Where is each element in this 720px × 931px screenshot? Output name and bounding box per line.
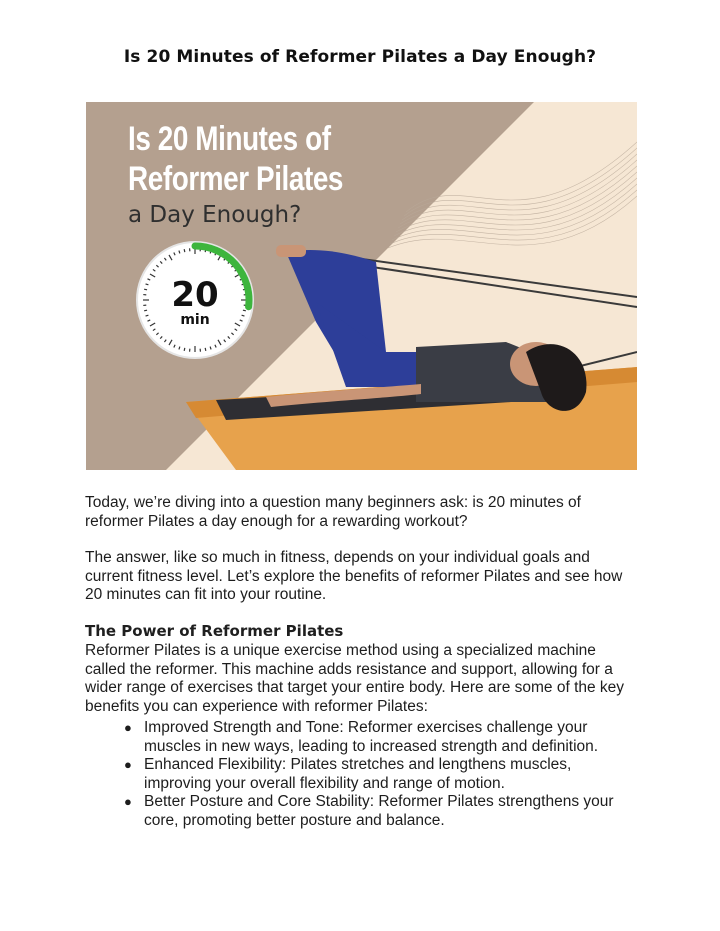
section-paragraph: Reformer Pilates is a unique exercise method using a specialized machine called the reformer. This machine adds resistance and support, allowing for a wider range of exercises that target your entire body. Here are some of the key benefits you can experience with reformer Pilates:: [85, 642, 625, 715]
hero-title-line-1: Is 20 Minutes of: [128, 120, 331, 158]
bullet-icon: ●: [124, 720, 132, 735]
benefit-text: Better Posture and Core Stability: Reformer Pilates strengthens your core, promoting better posture and balance.: [144, 793, 614, 829]
timer-tick: [184, 249, 185, 252]
timer-unit: min: [180, 312, 210, 328]
timer-number: 20: [171, 275, 219, 315]
intro-paragraph-2: The answer, like so much in fitness, depends on your individual goals and current fitness level. Let’s explore the benefits of reformer Pilates and see how 20 minutes can fit into your routine.: [85, 549, 623, 603]
list-item: [120, 719, 640, 756]
list-item: [120, 756, 640, 793]
document-title: Is 20 Minutes of Reformer Pilates a Day Enough?: [123, 47, 597, 67]
timer-tick: [205, 348, 206, 351]
timer-tick: [184, 348, 185, 351]
hero-subtitle: a Day Enough?: [128, 202, 302, 228]
bullet-icon: ●: [124, 794, 132, 809]
intro-paragraph-1: Today, we’re diving into a question many beginners ask: is 20 minutes of reformer Pilates a day enough for a rewarding workout?: [85, 494, 581, 530]
benefit-text: Enhanced Flexibility: Pilates stretches and lengthens muscles, improving your overall flexibility and range of motion.: [144, 756, 572, 792]
benefit-text: Improved Strength and Tone: Reformer exercises challenge your muscles in new ways, leading to increased strength and definition.: [144, 719, 599, 755]
hero-title-line-2: Reformer Pilates: [128, 160, 344, 198]
hero-image: [86, 102, 637, 470]
benefits-list: [120, 719, 640, 830]
section-heading: The Power of Reformer Pilates: [85, 622, 344, 640]
list-item: [120, 793, 640, 830]
bullet-icon: ●: [124, 757, 132, 772]
